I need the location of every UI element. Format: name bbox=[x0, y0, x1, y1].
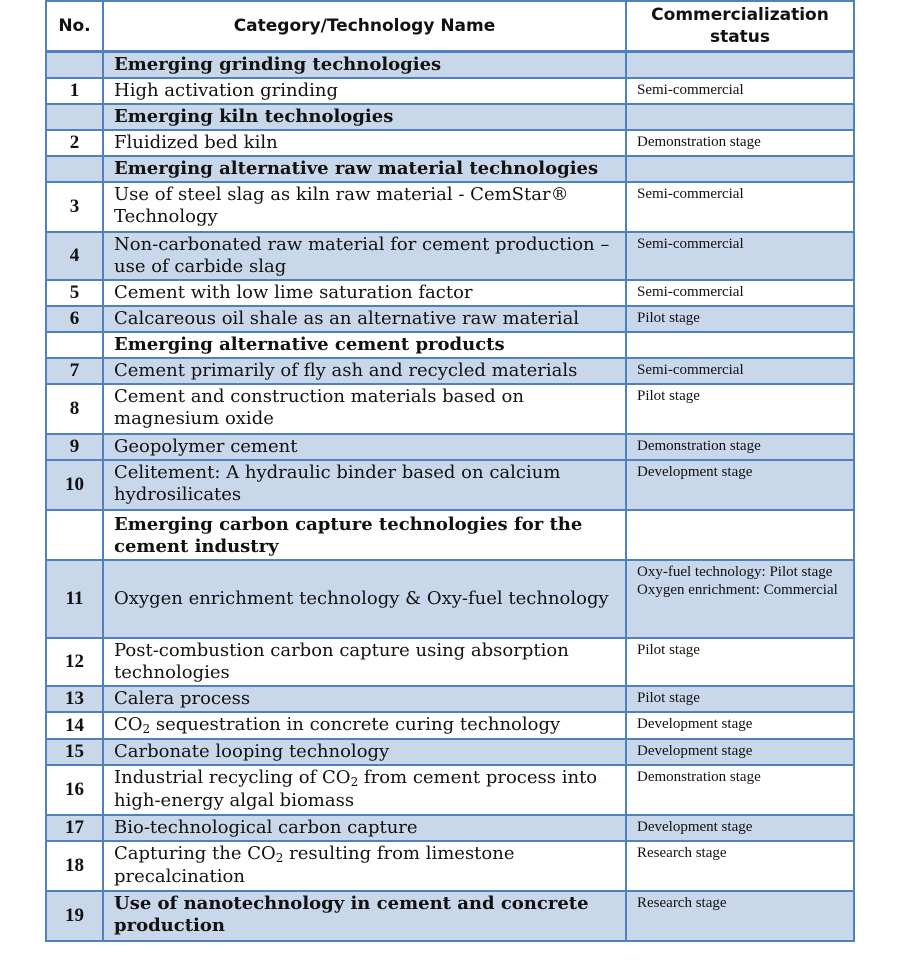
row-status: Development stage bbox=[626, 712, 854, 739]
row-number: 11 bbox=[46, 560, 103, 638]
technology-name: Geopolymer cement bbox=[103, 434, 626, 460]
table-row bbox=[46, 765, 854, 815]
row-status: Research stage bbox=[626, 841, 854, 891]
category-heading: Emerging carbon capture technologies for the cement industry bbox=[103, 510, 626, 560]
category-heading: Emerging kiln technologies bbox=[103, 104, 626, 130]
table-row bbox=[46, 384, 854, 434]
table-row bbox=[46, 104, 854, 130]
row-number bbox=[46, 52, 103, 79]
row-number: 5 bbox=[46, 280, 103, 306]
table-row bbox=[46, 332, 854, 358]
row-number: 19 bbox=[46, 891, 103, 941]
row-number: 7 bbox=[46, 358, 103, 384]
technology-name: Industrial recycling of $CO_2$ from cement process into high-energy algal biomass bbox=[103, 765, 626, 815]
table-row bbox=[46, 182, 854, 232]
row-number bbox=[46, 332, 103, 358]
technology-name: Celitement: A hydraulic binder based on calcium hydrosilicates bbox=[103, 460, 626, 510]
table-row bbox=[46, 510, 854, 560]
category-heading: Emerging grinding technologies bbox=[103, 52, 626, 79]
table-row bbox=[46, 434, 854, 460]
row-number: 4 bbox=[46, 232, 103, 280]
technology-name: $CO_2$ sequestration in concrete curing technology bbox=[103, 712, 626, 739]
table-row bbox=[46, 156, 854, 182]
technology-name: Bio-technological carbon capture bbox=[103, 815, 626, 841]
table-row bbox=[46, 638, 854, 686]
header-no: No. bbox=[46, 1, 103, 52]
row-status bbox=[626, 332, 854, 358]
technology-name: Cement and construction materials based on magnesium oxide bbox=[103, 384, 626, 434]
row-status: Semi-commercial bbox=[626, 232, 854, 280]
row-number bbox=[46, 156, 103, 182]
row-number: 15 bbox=[46, 739, 103, 765]
table-row bbox=[46, 739, 854, 765]
row-number: 13 bbox=[46, 686, 103, 712]
row-status: Semi-commercial bbox=[626, 182, 854, 232]
technology-name: High activation grinding bbox=[103, 78, 626, 104]
row-status: Semi-commercial bbox=[626, 280, 854, 306]
row-number: 12 bbox=[46, 638, 103, 686]
table-row bbox=[46, 560, 854, 638]
table-row bbox=[46, 280, 854, 306]
header-name: Category/Technology Name bbox=[103, 1, 626, 52]
row-number: 16 bbox=[46, 765, 103, 815]
table-row bbox=[46, 815, 854, 841]
technology-name: Oxygen enrichment technology & Oxy-fuel technology bbox=[103, 560, 626, 638]
row-number bbox=[46, 510, 103, 560]
technology-table bbox=[45, 0, 855, 942]
row-status bbox=[626, 104, 854, 130]
row-status: Demonstration stage bbox=[626, 130, 854, 156]
technology-name: Cement with low lime saturation factor bbox=[103, 280, 626, 306]
row-number: 2 bbox=[46, 130, 103, 156]
row-status: Pilot stage bbox=[626, 306, 854, 332]
technology-table-container bbox=[45, 0, 853, 942]
category-heading: Emerging alternative cement products bbox=[103, 332, 626, 358]
row-number: 10 bbox=[46, 460, 103, 510]
row-status: Research stage bbox=[626, 891, 854, 941]
row-number: 14 bbox=[46, 712, 103, 739]
technology-name: Carbonate looping technology bbox=[103, 739, 626, 765]
row-status bbox=[626, 156, 854, 182]
row-number: 3 bbox=[46, 182, 103, 232]
row-number: 9 bbox=[46, 434, 103, 460]
row-number bbox=[46, 104, 103, 130]
table-row bbox=[46, 891, 854, 941]
row-number: 17 bbox=[46, 815, 103, 841]
row-status: Pilot stage bbox=[626, 638, 854, 686]
table-row bbox=[46, 841, 854, 891]
technology-name: Fluidized bed kiln bbox=[103, 130, 626, 156]
row-number: 8 bbox=[46, 384, 103, 434]
category-heading: Emerging alternative raw material technologies bbox=[103, 156, 626, 182]
table-row bbox=[46, 130, 854, 156]
row-status: Development stage bbox=[626, 460, 854, 510]
table-row bbox=[46, 232, 854, 280]
header-status: Commercialization status bbox=[626, 1, 854, 52]
table-row bbox=[46, 460, 854, 510]
table-row bbox=[46, 306, 854, 332]
row-number: 6 bbox=[46, 306, 103, 332]
row-status bbox=[626, 510, 854, 560]
table-row bbox=[46, 686, 854, 712]
technology-name: Cement primarily of fly ash and recycled materials bbox=[103, 358, 626, 384]
table-row bbox=[46, 712, 854, 739]
technology-name: Calera process bbox=[103, 686, 626, 712]
table-row bbox=[46, 78, 854, 104]
status-line: Oxy-fuel technology: Pilot stage bbox=[637, 564, 833, 580]
row-status: Semi-commercial bbox=[626, 78, 854, 104]
header-row bbox=[46, 1, 854, 52]
row-status: Pilot stage bbox=[626, 384, 854, 434]
row-status bbox=[626, 52, 854, 79]
row-status: Development stage bbox=[626, 815, 854, 841]
technology-name: Capturing the $CO_2$ resulting from limestone precalcination bbox=[103, 841, 626, 891]
technology-name: Use of steel slag as kiln raw material - CemStar® Technology bbox=[103, 182, 626, 232]
technology-name: Calcareous oil shale as an alternative raw material bbox=[103, 306, 626, 332]
row-number: 1 bbox=[46, 78, 103, 104]
status-line: Oxygen enrichment: Commercial bbox=[637, 582, 838, 598]
row-status: Semi-commercial bbox=[626, 358, 854, 384]
technology-name: Use of nanotechnology in cement and concrete production bbox=[103, 891, 626, 941]
row-status: Pilot stage bbox=[626, 686, 854, 712]
row-status: Demonstration stage bbox=[626, 434, 854, 460]
technology-name: Non-carbonated raw material for cement production – use of carbide slag bbox=[103, 232, 626, 280]
row-status: Development stage bbox=[626, 739, 854, 765]
row-status: Demonstration stage bbox=[626, 765, 854, 815]
row-number: 18 bbox=[46, 841, 103, 891]
row-status-multi bbox=[626, 560, 854, 638]
table-row bbox=[46, 358, 854, 384]
table-row bbox=[46, 52, 854, 79]
technology-name: Post-combustion carbon capture using absorption technologies bbox=[103, 638, 626, 686]
